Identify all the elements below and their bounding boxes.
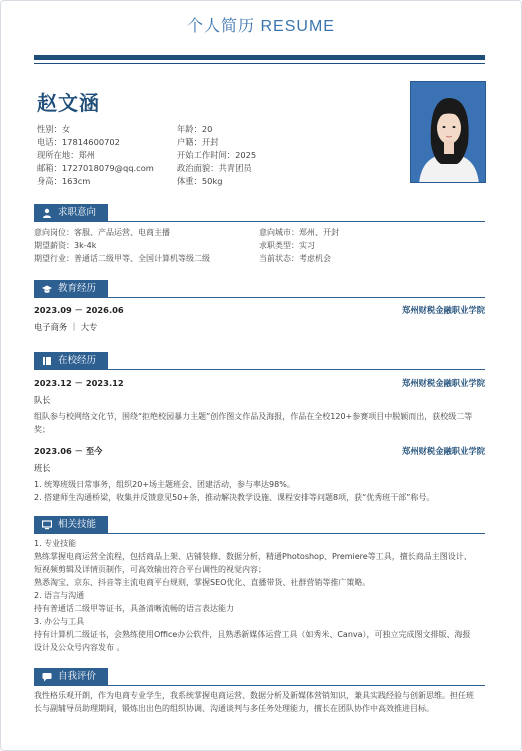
campus-org: 郑州财税金融职业学院 bbox=[402, 378, 485, 388]
campus-role: 队长 bbox=[34, 395, 51, 405]
skills-line: 3. 办公与工具 bbox=[34, 617, 85, 626]
candidate-name: 赵文涵 bbox=[37, 91, 100, 115]
section-header bbox=[34, 668, 485, 686]
title-rule bbox=[34, 55, 485, 60]
info-age: 年龄：20 bbox=[177, 124, 213, 134]
campus-desc: 组队参与校网络文化节，围绕“拒绝校园暴力主题”创作图文作品及海报，作品在全校120+参赛项目中脱颖而出，获校级二等奖； bbox=[34, 412, 473, 434]
campus-period: 2023.06 － 至今 bbox=[34, 446, 103, 456]
chat-icon bbox=[42, 672, 52, 682]
basic-info bbox=[37, 123, 397, 188]
person-icon bbox=[42, 208, 52, 218]
section-title: 教育经历 bbox=[58, 283, 97, 294]
section-title: 在校经历 bbox=[58, 355, 97, 366]
info-hometown: 户籍：开封 bbox=[177, 137, 219, 147]
info-height: 身高：163cm bbox=[37, 176, 91, 186]
campus-row bbox=[34, 445, 485, 457]
self-line: 长与副辅导员助理期间，锻炼出出色的组织协调、沟通谈判与多任务处理能力，擅长在团队协作中高效推进目标。 bbox=[34, 704, 434, 713]
section-self bbox=[34, 668, 485, 715]
skills-line: 设计及公众号内容发布 。 bbox=[34, 643, 125, 652]
graduation-cap-icon bbox=[42, 284, 52, 294]
info-weight: 体重：50kg bbox=[177, 176, 223, 186]
section-header bbox=[34, 352, 485, 370]
intent-type: 求职类型：实习 bbox=[259, 241, 315, 250]
info-start-work: 开始工作时间：2025 bbox=[177, 150, 257, 160]
campus-org: 郑州财税金融职业学院 bbox=[402, 446, 485, 456]
info-location: 现所在地：郑州 bbox=[37, 150, 96, 160]
education-period: 2023.09 － 2026.06 bbox=[34, 305, 124, 315]
skills-body bbox=[34, 537, 485, 654]
skills-line: 持有计算机二级证书，会熟练使用Office办公软件，且熟悉新媒体运营工具（如秀米、Canva），可独立完成图文排版、海报 bbox=[34, 630, 471, 639]
title-rule-thin bbox=[34, 63, 485, 64]
self-body bbox=[34, 689, 485, 715]
section-header bbox=[34, 516, 485, 534]
self-line: 我性格乐观开朗，作为电商专业学生，我系统掌握电商运营、数据分析及新媒体营销知识，兼具实践经验与创新思维。担任班 bbox=[34, 691, 474, 700]
document-title: 个人简历 RESUME bbox=[187, 18, 335, 35]
intent-salary: 期望薪资：3k-4k bbox=[34, 241, 97, 250]
info-political: 政治面貌：共青团员 bbox=[177, 163, 252, 173]
section-title: 相关技能 bbox=[58, 519, 97, 530]
education-major: 电子商务 ｜ 大专 bbox=[34, 322, 98, 332]
intent-position: 意向岗位：客服、产品运营、电商主播 bbox=[34, 228, 170, 237]
intent-status: 当前状态：考虑机会 bbox=[259, 254, 331, 263]
info-email: 邮箱：1727018079@qq.com bbox=[37, 163, 154, 173]
info-phone: 电话：17814600702 bbox=[37, 137, 120, 147]
skills-line: 2. 语言与沟通 bbox=[34, 591, 85, 600]
skills-line: 短视频剪辑及详情页制作，可高效输出符合平台调性的视觉内容； bbox=[34, 565, 266, 574]
section-header bbox=[34, 204, 485, 222]
education-row bbox=[34, 304, 485, 316]
section-skills bbox=[34, 516, 485, 654]
skills-line: 1. 专业技能 bbox=[34, 539, 77, 548]
section-intent bbox=[34, 204, 485, 265]
section-title: 求职意向 bbox=[58, 207, 97, 218]
campus-role: 班长 bbox=[34, 463, 51, 473]
campus-point: 1. 统筹班级日常事务，组织20+场主题班会、团建活动，参与率达98%。 bbox=[34, 480, 295, 489]
section-education bbox=[34, 280, 485, 333]
education-school: 郑州财税金融职业学院 bbox=[402, 305, 485, 315]
skills-line: 持有普通话二级甲等证书，具备清晰流畅的语言表达能力 bbox=[34, 604, 234, 613]
campus-period: 2023.12 － 2023.12 bbox=[34, 378, 124, 388]
campus-row bbox=[34, 377, 485, 389]
section-campus bbox=[34, 352, 485, 504]
intent-industry: 期望行业：普通话二级甲等、全国计算机等级二级 bbox=[34, 254, 210, 263]
info-gender: 性别：女 bbox=[37, 124, 71, 134]
monitor-icon bbox=[42, 520, 52, 530]
skills-line: 熟练掌握电商运营全流程，包括商品上架、店铺装修、数据分析，精通Photoshop、Premiere等工具，擅长商品主图设计、 bbox=[34, 552, 472, 561]
book-icon bbox=[42, 356, 52, 366]
intent-city: 意向城市：郑州、开封 bbox=[259, 228, 339, 237]
section-header bbox=[34, 280, 485, 298]
section-title: 自我评价 bbox=[58, 671, 97, 682]
profile-photo bbox=[410, 81, 486, 183]
campus-point: 2. 搭建师生沟通桥梁，收集并反馈意见50+条，推动解决教学设施、课程安排等问题8项，获“优秀班干部”称号。 bbox=[34, 493, 435, 502]
skills-line: 熟悉淘宝、京东、抖音等主流电商平台规则，掌握SEO优化、直播带货、社群营销等推广策略。 bbox=[34, 578, 371, 587]
intent-grid bbox=[34, 226, 485, 265]
